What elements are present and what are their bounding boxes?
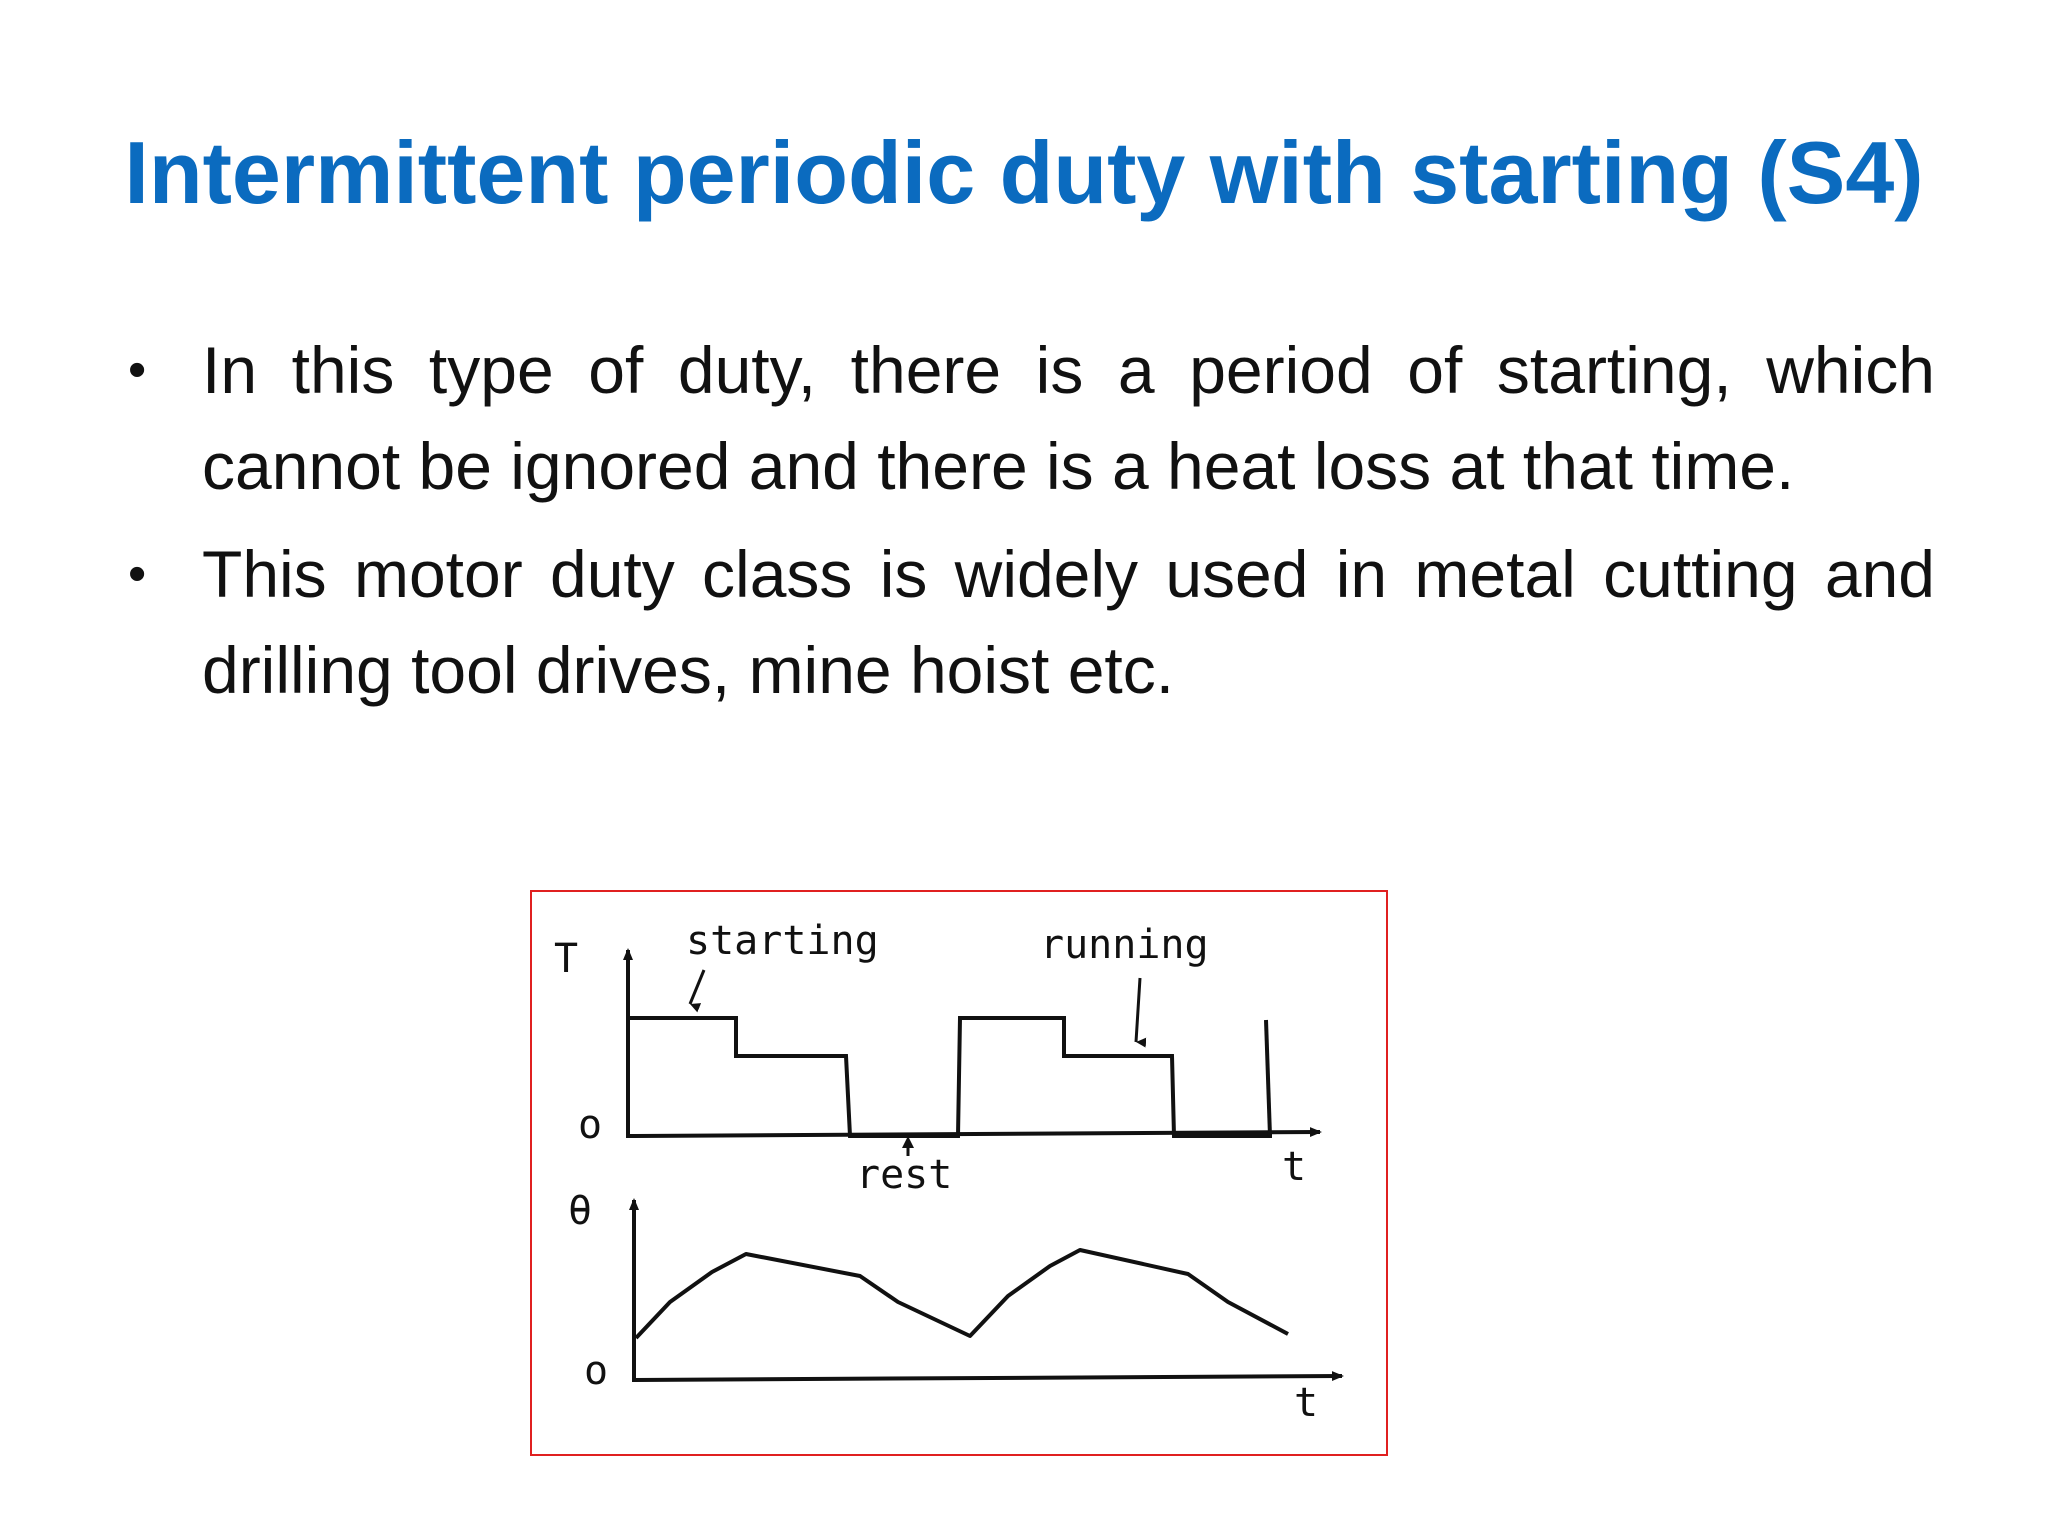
bullet-dot-icon: • bbox=[128, 545, 147, 603]
temperature-plot bbox=[568, 1188, 1342, 1426]
bullet-dot-icon: • bbox=[128, 341, 147, 399]
slide-title: Intermittent periodic duty with starting (S4) bbox=[124, 123, 1924, 222]
bullet-item bbox=[120, 526, 1935, 718]
duty-cycle-diagram bbox=[530, 890, 1388, 1456]
temperature-origin-label: o bbox=[584, 1348, 609, 1394]
temperature-x-axis bbox=[634, 1376, 1342, 1380]
rest-label: rest bbox=[856, 1152, 953, 1198]
temperature-curve bbox=[636, 1250, 1288, 1338]
running-label: running bbox=[1040, 922, 1209, 968]
bullet-list bbox=[120, 322, 1935, 730]
bullet-text: This motor duty class is widely used in metal cutting and drilling tool drives, mine hoist etc. bbox=[202, 537, 1935, 707]
running-arrow bbox=[1136, 978, 1140, 1042]
starting-label: starting bbox=[686, 918, 879, 964]
torque-final-start-line bbox=[1266, 1020, 1270, 1136]
temperature-time-label: t bbox=[1294, 1380, 1319, 1426]
duty-cycle-diagram-svg bbox=[532, 892, 1390, 1458]
bullet-text: In this type of duty, there is a period of starting, which cannot be ignored and there is a heat loss at that time. bbox=[202, 333, 1935, 503]
bullet-item bbox=[120, 322, 1935, 514]
torque-plot bbox=[554, 918, 1320, 1198]
temperature-axis-label: θ bbox=[568, 1188, 593, 1234]
torque-origin-label: o bbox=[578, 1102, 603, 1148]
torque-time-label: t bbox=[1282, 1144, 1307, 1190]
starting-arrow bbox=[690, 970, 704, 1004]
torque-waveform bbox=[628, 1018, 1272, 1136]
torque-axis-label: T bbox=[554, 936, 579, 982]
